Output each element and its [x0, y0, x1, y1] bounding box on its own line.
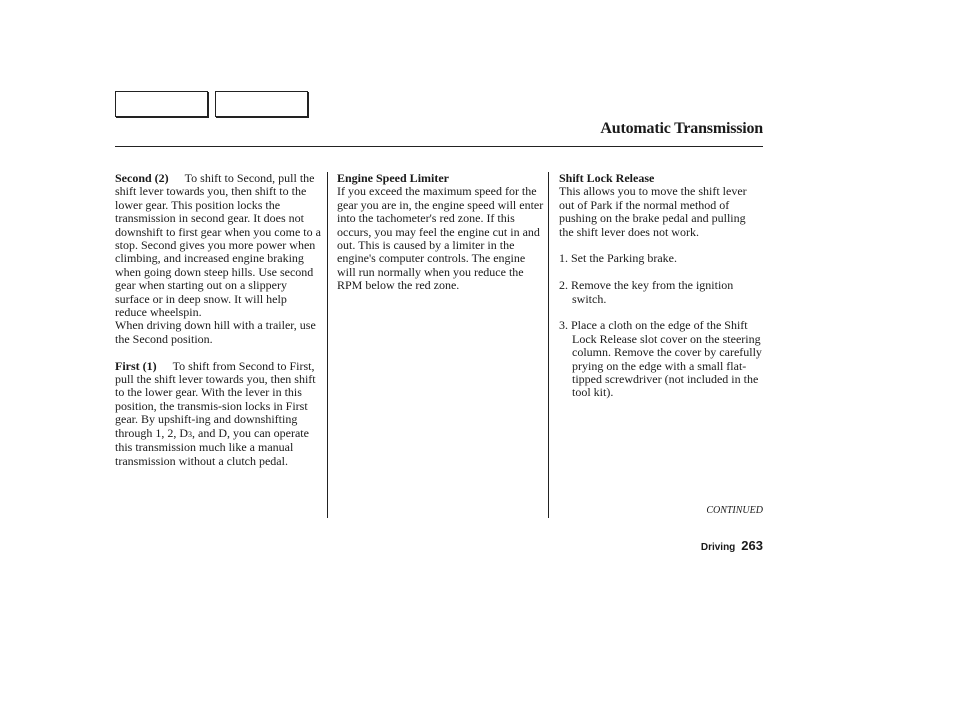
- column-divider-2: [548, 172, 549, 518]
- column-shift-lock-release: [559, 172, 763, 400]
- second-gear-paragraph: [115, 172, 321, 319]
- title-divider: [115, 146, 763, 147]
- column-second-first-gear: [115, 172, 321, 468]
- shift-lock-step-3: 3. Place a cloth on the edge of the Shift Lock Release slot cover on the steering column. Remove the cover by carefully prying on the edge with a small flat-tipped screwdriver (not included in the tool kit).: [559, 318, 762, 400]
- continued-label: CONTINUED: [706, 505, 763, 516]
- shift-lock-step-1: 1. Set the Parking brake.: [559, 251, 677, 266]
- d3-subscript: 3: [188, 429, 192, 439]
- page-footer: [701, 537, 763, 555]
- page-number: 263: [741, 538, 763, 553]
- shift-lock-release-heading: Shift Lock Release: [559, 171, 655, 185]
- first-gear-paragraph: [115, 360, 321, 468]
- column-engine-speed-limiter: [337, 172, 545, 293]
- section-tab-box-2: [215, 91, 308, 117]
- column-divider-1: [327, 172, 328, 518]
- shift-lock-step-2: 2. Remove the key from the ignition switch.: [559, 278, 734, 306]
- shift-lock-release-intro: This allows you to move the shift lever out of Park if the normal method of pushing on the brake pedal and pulling the shift lever does not work.: [559, 184, 747, 239]
- section-tab-box-1: [115, 91, 208, 117]
- engine-speed-limiter-heading: Engine Speed Limiter: [337, 171, 450, 185]
- second-gear-body: To shift to Second, pull the shift lever towards you, then shift to the lower gear. This position locks the transmission in second gear. It does not downshift to first gear when you come to a stop. Second gives you more power when climbing, and increased engine braking when going down steep hills. Use second gear when starting out on a slippery surface or in deep snow. It will help reduce wheelspin.: [115, 171, 321, 320]
- first-gear-body-start: To shift from Second to First, pull the shift lever towards you, then shift to the lower gear. With the lever in this position, the transmis-sion locks in First gear. By upshift-ing and downshifting through 1, 2, D: [115, 358, 316, 440]
- engine-speed-limiter-body: If you exceed the maximum speed for the gear you are in, the engine speed will enter into the tachometer's red zone. If this occurs, you may feel the engine cut in and out. This is caused by a limiter in the engine's computer controls. The engine will run normally when you reduce the RPM below the red zone.: [337, 184, 544, 293]
- second-gear-heading: Second (2): [115, 171, 169, 185]
- first-gear-heading: First (1): [115, 358, 157, 373]
- second-gear-trailer-note: When driving down hill with a trailer, use the Second position.: [115, 318, 316, 346]
- page-title: Automatic Transmission: [600, 120, 763, 137]
- footer-section-name: Driving: [700, 542, 736, 553]
- first-gear-body-end: , and D, you can operate this transmission much like a manual transmission without a clutch pedal.: [115, 425, 309, 468]
